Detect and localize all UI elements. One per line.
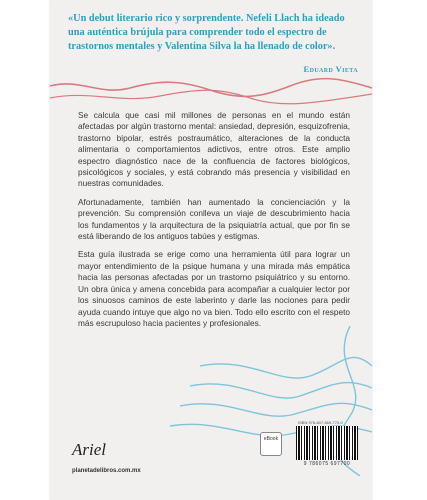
wave-blue-line-2 bbox=[190, 383, 372, 399]
barcode bbox=[296, 426, 358, 460]
wave-blue-line-3 bbox=[180, 403, 372, 416]
barcode-digits: 9 786075 697700 bbox=[303, 461, 351, 467]
publisher-website: planetadelibros.com.mx bbox=[72, 468, 141, 474]
synopsis-paragraph-1: Se calcula que casi mil millones de personas en el mundo están afectadas por algún trastorno mental: ansiedad, depresión, esquizofrenia, trastorno bipolar, estrés postraumático, alteraciones de la conducta alimentaria o comportamientos adictivos, entre otros. Este amplio espectro diagnóstico nace de la confluencia de factores biológicos, psicológicos y sociales, y está cobrando más presencia y visibilidad en nuestras comunidades. bbox=[78, 110, 350, 189]
ebook-badge-label: eBook bbox=[263, 436, 279, 442]
synopsis-text bbox=[78, 110, 350, 336]
publisher-logo bbox=[72, 440, 106, 460]
wave-red-line-2 bbox=[50, 90, 372, 104]
book-back-cover bbox=[50, 0, 372, 500]
decorative-wave-top bbox=[50, 76, 372, 106]
ebook-badge bbox=[260, 432, 282, 456]
isbn-label: ISBN 978-607-569-770-0 bbox=[298, 420, 343, 425]
synopsis-paragraph-2: Afortunadamente, también han aumentado la concienciación y la prevención. Su comprensión conlleva un viaje de descubrimiento hacia los fundamentos y la arquitectura de la psiquiatría actual, que por fin se está liberando de los antiguos tabúes y estigmas. bbox=[78, 196, 350, 242]
publisher-logo-text: Ariel bbox=[72, 440, 106, 459]
endorsement-quote: «Un debut literario rico y sorprendente. Nefeli Llach ha ideado una auténtica brújula para comprender todo el espectro de trastornos mentales y Valentina Silva la ha llenado de color». bbox=[68, 13, 345, 52]
quote-author: Eduard Vieta bbox=[303, 64, 358, 74]
wave-red-line bbox=[50, 79, 372, 97]
synopsis-paragraph-3: Esta guía ilustrada se erige como una herramienta útil para lograr un mayor entendimiento de la psique humana y una mirada más empática hacia las personas afectadas por un trastorno psiquiátrico y su entorno. Un obra única y amena concebida para acompañar a cualquier lector por los sinuosos caminos de este laberinto y darle las nociones para pedir ayuda cuando intuye que algo no va bien. Todo ello escrito con el respeto más escrupuloso hacia pacientes y profesionales. bbox=[78, 249, 350, 328]
